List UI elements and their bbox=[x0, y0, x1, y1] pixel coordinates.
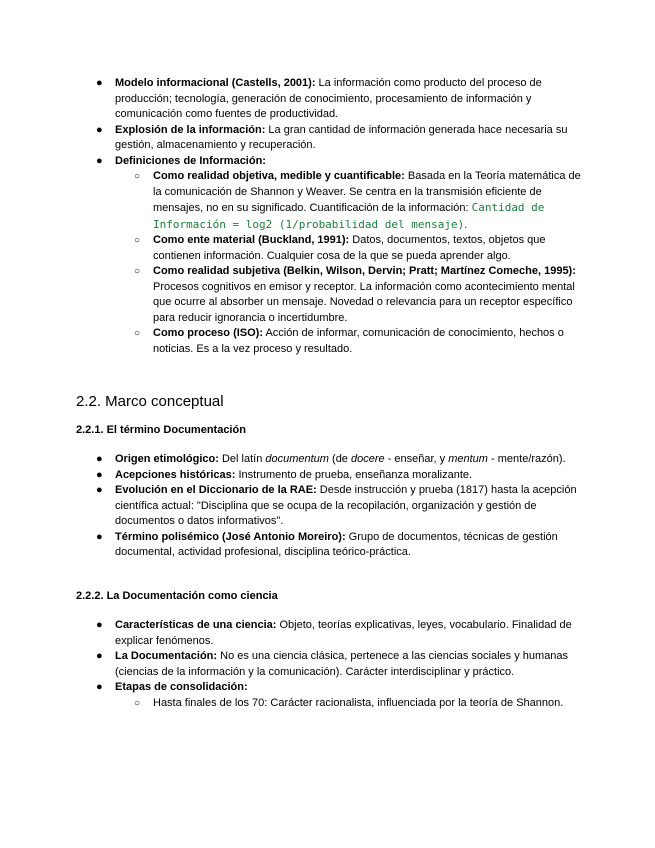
list-item bbox=[96, 154, 585, 170]
sub-list-item bbox=[134, 696, 583, 712]
item-text: Grupo de documentos, técnicas de gestión documental, actividad profesional, disciplina teórico-práctica. bbox=[115, 530, 558, 558]
sub-list-item bbox=[134, 169, 583, 233]
item-term: Como realidad objetiva, medible y cuantificable: bbox=[153, 170, 405, 182]
item-term: Evolución en el Diccionario de la RAE: bbox=[115, 484, 317, 496]
formula-code: Cantidad de Información = log2 (1/probabilidad del mensaje) bbox=[153, 201, 545, 231]
bullet-disc-icon: ● bbox=[96, 681, 103, 693]
bullet-disc-icon: ● bbox=[96, 619, 103, 631]
list-item bbox=[96, 530, 585, 561]
item-term: Etapas de consolidación: bbox=[115, 681, 248, 693]
sub-list-item bbox=[134, 264, 583, 326]
bullet-circle-icon: ○ bbox=[134, 328, 141, 339]
item-text: La información como producto del proceso de producción; tecnología, generación de conocimiento, procesamiento de información y comunicación como fuentes de productividad. bbox=[115, 77, 542, 120]
bullet-disc-icon: ● bbox=[96, 484, 103, 496]
list-item bbox=[96, 680, 585, 696]
bullet-disc-icon: ● bbox=[96, 650, 103, 662]
item-term: Modelo informacional (Castells, 2001): bbox=[115, 77, 316, 89]
bullet-circle-icon: ○ bbox=[134, 171, 141, 182]
item-term: Como realidad subjetiva (Belkin, Wilson, Dervin; Pratt; Martínez Comeche, 1995): bbox=[153, 265, 576, 277]
item-text: La gran cantidad de información generada hace necesaria su gestión, almacenamiento y recuperación. bbox=[115, 123, 568, 151]
item-text: - mente/razón). bbox=[487, 453, 566, 465]
documentacion-term-list bbox=[0, 452, 585, 561]
list-item bbox=[96, 76, 585, 123]
item-text: Hasta finales de los 70: Carácter racionalista, influenciada por la teoría de Shannon. bbox=[153, 696, 564, 709]
bullet-disc-icon: ● bbox=[96, 468, 103, 481]
item-text: . bbox=[464, 218, 468, 231]
item-text: (de bbox=[328, 453, 351, 465]
item-text: Del latín bbox=[218, 453, 266, 465]
item-term: Origen etimológico: bbox=[115, 453, 219, 465]
bullet-circle-icon: ○ bbox=[134, 266, 141, 277]
list-item bbox=[96, 452, 585, 468]
item-term: Características de una ciencia: bbox=[115, 619, 277, 631]
item-term: Explosión de la información: bbox=[115, 123, 266, 136]
item-text: Desde instrucción y prueba (1817) hasta la acepción científica actual: "Disciplina que se ocupa de la recopilación, organización y gestión de documentos o datos informativos". bbox=[115, 484, 577, 527]
item-text: No es una ciencia clásica, pertenece a las ciencias sociales y humanas (ciencias de la información y la comunicación). Carácter interdisciplinar y práctico. bbox=[115, 650, 569, 678]
item-term: La Documentación: bbox=[115, 650, 218, 662]
sub-list-item bbox=[134, 326, 583, 357]
subsection-heading: 2.2.1. El término Documentación bbox=[76, 424, 246, 436]
item-text: Objeto, teorías explicativas, leyes, vocabulario. Finalidad de explicar fenómenos. bbox=[115, 619, 572, 647]
subsection-heading: 2.2.2. La Documentación como ciencia bbox=[76, 590, 278, 602]
item-term: Como proceso (ISO): bbox=[153, 327, 264, 339]
bullet-disc-icon: ● bbox=[96, 530, 103, 543]
bullet-disc-icon: ● bbox=[96, 77, 103, 89]
bullet-disc-icon: ● bbox=[96, 123, 103, 136]
item-term: Término polisémico (José Antonio Moreiro): bbox=[115, 530, 346, 543]
item-term: Acepciones históricas: bbox=[115, 468, 236, 481]
bullet-disc-icon: ● bbox=[96, 154, 103, 167]
information-list bbox=[0, 76, 585, 357]
sub-list-item bbox=[134, 233, 583, 264]
item-term: Como ente material (Buckland, 1991): bbox=[153, 234, 350, 246]
list-item bbox=[96, 468, 585, 484]
item-term: Definiciones de Información: bbox=[115, 154, 266, 167]
latin-word: mentum bbox=[448, 453, 488, 465]
list-item bbox=[96, 618, 585, 649]
bullet-circle-icon: ○ bbox=[134, 697, 141, 709]
bullet-circle-icon: ○ bbox=[134, 235, 141, 246]
list-item bbox=[96, 483, 585, 530]
section-heading: 2.2. Marco conceptual bbox=[76, 393, 224, 410]
item-text: Acción de informar, comunicación de conocimiento, hechos o noticias. Es a la vez proceso y resultado. bbox=[153, 327, 564, 355]
bullet-disc-icon: ● bbox=[96, 453, 103, 465]
latin-word: docere bbox=[350, 453, 385, 465]
item-text: Procesos cognitivos en emisor y receptor. La información como acontecimiento mental que ocurre al absorber un mensaje. Novedad o relevancia para un receptor específico para reducir ignorancia o incertidumbre. bbox=[153, 280, 575, 324]
list-item bbox=[96, 649, 585, 680]
list-item bbox=[96, 123, 585, 154]
item-text: Basada en la Teoría matemática de la comunicación de Shannon y Weaver. Se centra en la transmisión eficiente de mensajes, no en su significado. Cuantificación de la información: bbox=[153, 170, 581, 214]
latin-word: documentum bbox=[265, 453, 329, 465]
item-text: Datos, documentos, textos, objetos que contienen información. Cualquier cosa de la que se pueda aprender algo. bbox=[153, 234, 546, 262]
item-text: - enseñar, y bbox=[384, 453, 449, 465]
item-text: Instrumento de prueba, enseñanza moralizante. bbox=[235, 468, 473, 481]
ciencia-list bbox=[0, 618, 585, 711]
